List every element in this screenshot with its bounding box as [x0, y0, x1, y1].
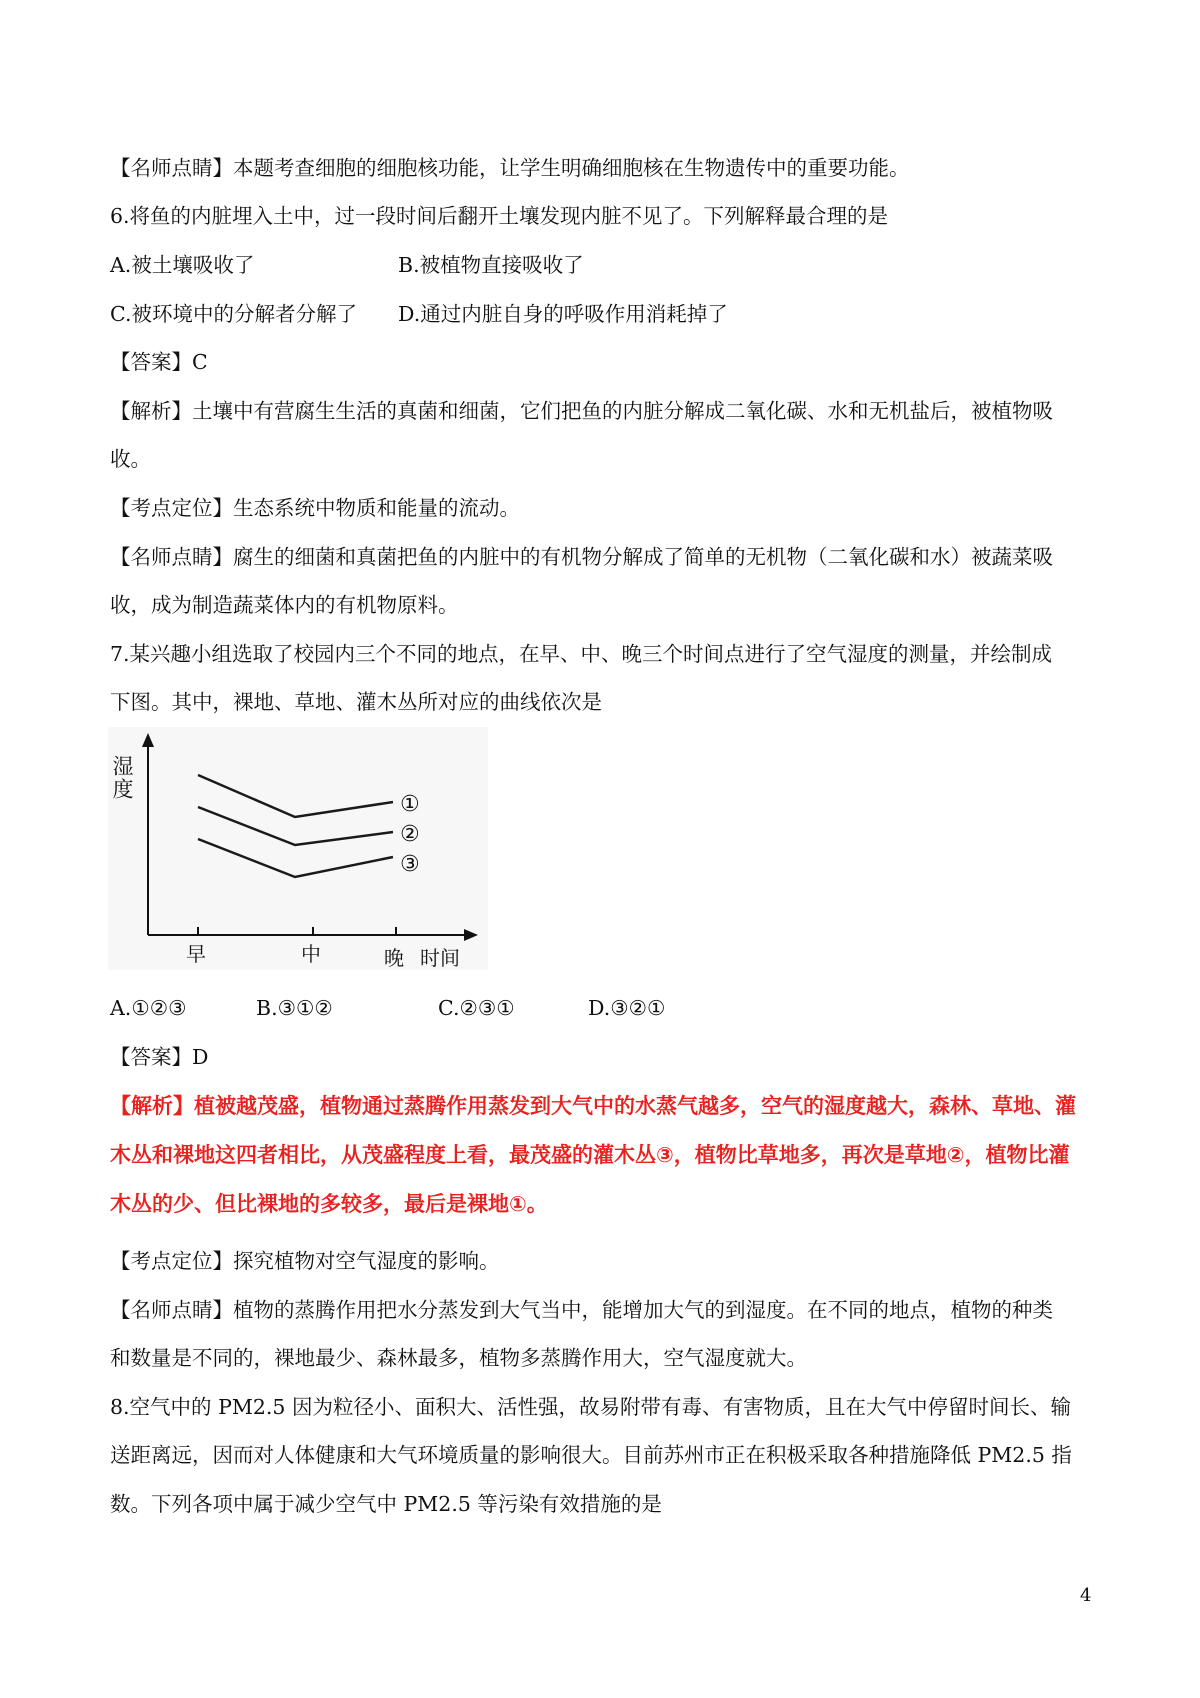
question-8-stem-cont2: 数。下列各项中属于减少空气中 PM2.5 等污染有效措施的是: [110, 1492, 662, 1516]
question-7-analysis-cont1: 木丛和裸地这四者相比，从茂盛程度上看，最茂盛的灌木丛③，植物比草地多，再次是草地②，植物比灌: [110, 1143, 1070, 1167]
question-7-teacher-comment: 【名师点睛】植物的蒸腾作用把水分蒸发到大气当中，能增加大气的到湿度。在不同的地点，植物的种类: [110, 1298, 1053, 1322]
question-7-option-c: C.②③①: [438, 996, 515, 1020]
x-tick-label-noon: 中: [301, 942, 321, 966]
question-6-teacher-comment-cont: 收，成为制造蔬菜体内的有机物原料。: [110, 593, 459, 617]
question-7-teacher-comment-cont: 和数量是不同的，裸地最少、森林最多，植物多蒸腾作用大，空气湿度就大。: [110, 1346, 807, 1370]
chart-background: [108, 727, 488, 970]
humidity-chart: [108, 727, 488, 970]
x-tick-label-early: 早: [186, 942, 206, 966]
question-6-analysis-cont: 收。: [110, 447, 151, 471]
question-6-option-a: A.被土壤吸收了: [110, 253, 255, 277]
page-number: 4: [1080, 1585, 1092, 1606]
y-axis-label: 湿度: [110, 755, 134, 801]
question-6-option-d: D.通过内脏自身的呼吸作用消耗掉了: [398, 302, 728, 326]
curve-label-2: ②: [400, 822, 420, 847]
question-7-option-b: B.③①②: [256, 996, 333, 1020]
question-7-stem: 7.某兴趣小组选取了校园内三个不同的地点，在早、中、晚三个时间点进行了空气湿度的测量，并绘制成: [110, 642, 1053, 666]
teacher-comment-q5: 【名师点睛】本题考查细胞的细胞核功能，让学生明确细胞核在生物遗传中的重要功能。: [110, 156, 910, 180]
question-8-stem-cont1: 送距离远，因而对人体健康和大气环境质量的影响很大。目前苏州市正在积极采取各种措施降低 PM2.5 指: [110, 1443, 1072, 1467]
question-6-option-c: C.被环境中的分解者分解了: [110, 302, 357, 326]
question-6-answer: 【答案】C: [110, 350, 208, 374]
question-6-analysis: 【解析】土壤中有营腐生生活的真菌和细菌，它们把鱼的内脏分解成二氧化碳、水和无机盐后，被植物吸: [110, 399, 1053, 423]
x-axis-label: 时间: [420, 946, 460, 970]
question-7-answer: 【答案】D: [110, 1045, 209, 1069]
question-6-teacher-comment: 【名师点睛】腐生的细菌和真菌把鱼的内脏中的有机物分解成了简单的无机物（二氧化碳和水）被蔬菜吸: [110, 545, 1053, 569]
question-7-stem-cont: 下图。其中，裸地、草地、灌木丛所对应的曲线依次是: [110, 690, 602, 714]
question-7-key-point: 【考点定位】探究植物对空气湿度的影响。: [110, 1249, 500, 1273]
x-tick-label-evening: 晚: [384, 946, 404, 970]
question-6-option-b: B.被植物直接吸收了: [398, 253, 584, 277]
question-6-stem: 6.将鱼的内脏埋入土中，过一段时间后翻开土壤发现内脏不见了。下列解释最合理的是: [110, 204, 889, 228]
question-6-key-point: 【考点定位】生态系统中物质和能量的流动。: [110, 496, 520, 520]
question-7-option-a: A.①②③: [110, 996, 187, 1020]
curve-label-1: ①: [400, 792, 420, 817]
question-8-stem: 8.空气中的 PM2.5 因为粒径小、面积大、活性强，故易附带有毒、有害物质，且在大气中停留时间长、输: [110, 1395, 1071, 1419]
question-7-analysis: 【解析】植被越茂盛，植物通过蒸腾作用蒸发到大气中的水蒸气越多，空气的湿度越大，森林、草地、灌: [110, 1094, 1076, 1118]
question-7-analysis-cont2: 木丛的少、但比裸地的多较多，最后是裸地①。: [110, 1192, 548, 1216]
curve-label-3: ③: [400, 852, 420, 877]
question-7-option-d: D.③②①: [588, 996, 666, 1020]
